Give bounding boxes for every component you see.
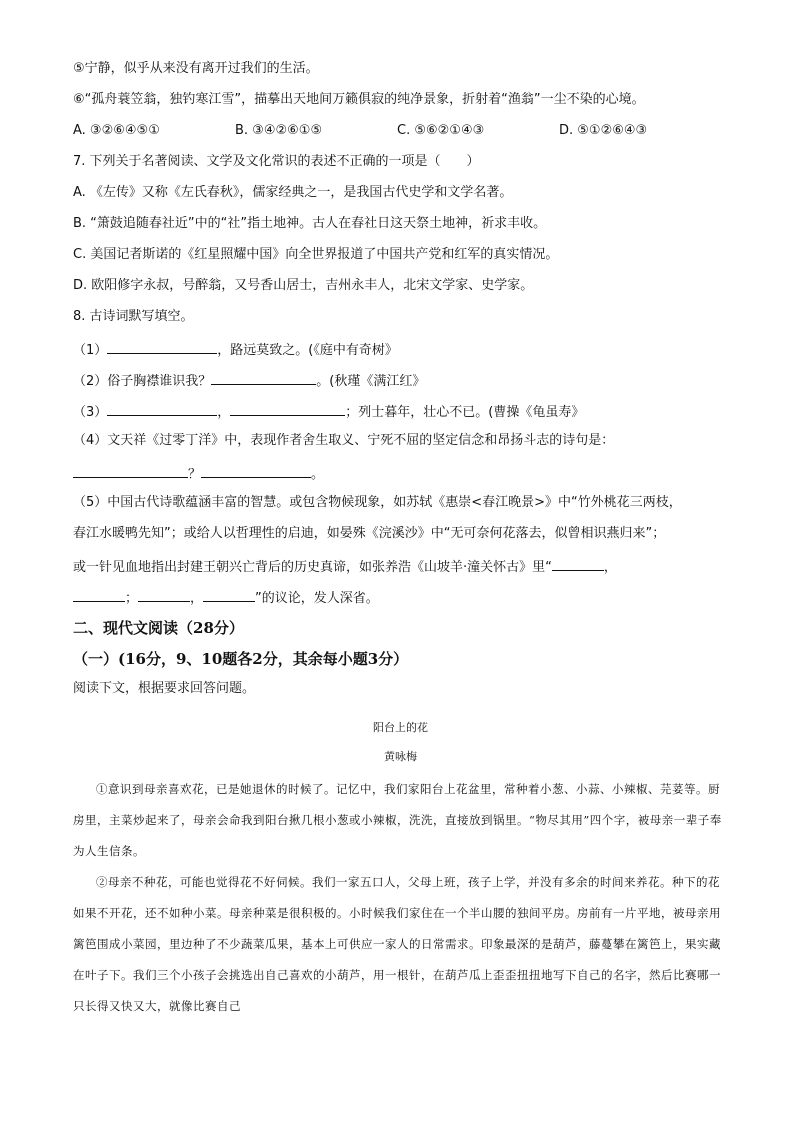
article-paragraph-1: ①意识到母亲喜欢花，已是她退休的时候了。记忆中，我们家阳台上花盆里，常种着小葱、小蒜、小辣椒、芫荽等。厨房里，主菜炒起来了，母亲会命我到阳台揪几根小葱或小辣椒，洗洗，直接放到锅里。“物尽其用”四个字，被母亲一辈子奉为人生信条。 — [73, 782, 722, 858]
answer-blank[interactable] — [138, 587, 190, 602]
answer-blank[interactable] — [552, 556, 604, 571]
q7-option-a: A. 《左传》又称《左氏春秋》，儒家经典之一，是我国古代史学和文学名著。 — [73, 185, 513, 200]
answer-blank[interactable] — [73, 463, 188, 478]
section-heading: 二、现代文阅读（28分） — [73, 619, 244, 637]
option-line-5: ⑤宁静，似乎从来没有离开过我们的生活。 — [73, 61, 319, 76]
q6-option-a: A. ③②⑥④⑤① — [73, 123, 160, 138]
answer-blank[interactable] — [73, 587, 125, 602]
q6-option-b: B. ③④②⑥①⑤ — [235, 123, 323, 138]
answer-blank[interactable] — [107, 339, 217, 354]
q8-item-2: （2）俗子胸襟谁识我？ 。(秋瑾《满江红》 — [73, 370, 728, 401]
q6-options — [73, 122, 728, 153]
subsection-heading: （一）(16分，9、10题各2分，其余每小题3分） — [73, 650, 409, 668]
q6-option-c: C. ⑤⑥②①④③ — [397, 123, 485, 138]
q7-stem: 7. 下列关于名著阅读、文学及文化常识的表述不正确的一项是（ ） — [73, 154, 480, 169]
answer-blank[interactable] — [211, 370, 316, 385]
q7-option-c: C. 美国记者斯诺的《红星照耀中国》向全世界报道了中国共产党和红军的真实情况。 — [73, 247, 559, 262]
article-author: 黄咏梅 — [384, 750, 417, 763]
q8-item-5-line-4: ； ， ”的议论，发人深省。 — [73, 587, 728, 618]
q8-item-5-line-1: （5）中国古代诗歌蕴涵丰富的智慧。或包含物候现象，如苏轼《惠崇<春江晚景>》中“竹外桃花三两枝， — [73, 495, 682, 510]
document-page — [73, 60, 728, 1022]
q7-option-b: B. “箫鼓追随春社近”中的“社”指土地神。古人在春社日这天祭土地神，祈求丰收。 — [73, 216, 547, 231]
q8-stem: 8. 古诗词默写填空。 — [73, 309, 194, 324]
answer-blank[interactable] — [203, 587, 255, 602]
q7-option-d: D. 欧阳修字永叔，号醉翁，又号香山居士，吉州永丰人，北宋文学家、史学家。 — [73, 278, 534, 293]
q8-item-5-line-2: 春江水暖鸭先知”；或给人以哲理性的启迪，如晏殊《浣溪沙》中“无可奈何花落去，似曾相识燕归来”； — [73, 526, 666, 541]
option-line-6: ⑥“孤舟蓑笠翁，独钓寒江雪”，描摹出天地间万籁俱寂的纯净景象，折射着“渔翁”一尘不染的心境。 — [73, 92, 645, 107]
reading-instruction: 阅读下文，根据要求回答问题。 — [73, 681, 256, 696]
q6-option-d: D. ⑤①②⑥④③ — [559, 123, 648, 138]
article-title: 阳台上的花 — [373, 721, 428, 734]
answer-blank[interactable] — [230, 401, 345, 416]
q8-item-4: （4）文天祥《过零丁洋》中，表现作者舍生取义、宁死不屈的坚定信念和昂扬斗志的诗句是： — [73, 433, 615, 448]
q8-item-4-blanks: ？ 。 — [73, 463, 728, 494]
answer-blank[interactable] — [201, 463, 311, 478]
answer-blank[interactable] — [107, 401, 217, 416]
article-paragraph-2: ②母亲不种花，可能也觉得花不好伺候。我们一家五口人，父母上班，孩子上学，并没有多余的时间来养花。种下的花如果不开花，还不如种小菜。母亲种菜是很积极的。小时候我们家住在一个半山腰的独间平房。房前有一片平地，被母亲用篱笆围成小菜园，里边种了不少蔬菜瓜果，基本上可供应一家人的日常需求。印象最深的是葫芦，藤蔓攀在篱笆上，果实藏在叶子下。我们三个小孩子会挑选出自己喜欢的小葫芦，用一根针，在葫芦瓜上歪歪扭扭地写下自己的名字，然后比赛哪一只长得又快又大，就像比赛自己 — [73, 875, 721, 1013]
q8-item-1: （1） ，路远莫致之。(《庭中有奇树》 — [73, 339, 728, 370]
q8-item-5-line-3: 或一针见血地指出封建王朝兴亡背后的历史真谛，如张养浩《山坡羊·潼关怀古》里“ ， — [73, 556, 728, 587]
q8-item-3: （3） ， ；列士暮年，壮心不已。(曹操《龟虽寿》 — [73, 401, 728, 432]
